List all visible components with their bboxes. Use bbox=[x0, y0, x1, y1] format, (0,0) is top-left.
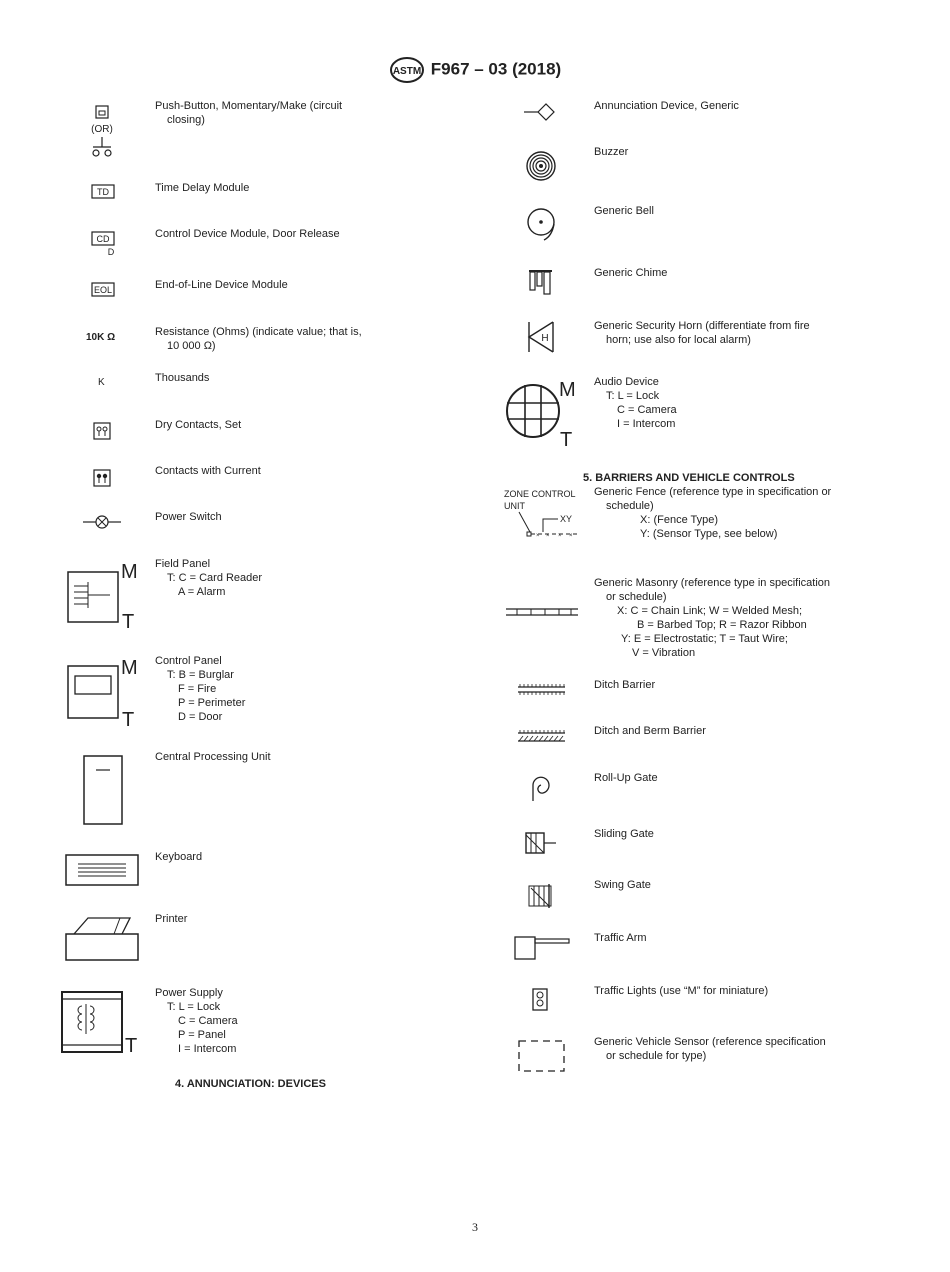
xy-label: XY bbox=[560, 514, 573, 524]
vehicle-sensor-desc: Generic Vehicle Sensor (reference specification or schedule for type) bbox=[594, 1036, 826, 1062]
ditch-berm-desc: Ditch and Berm Barrier bbox=[594, 725, 706, 737]
sliding-gate-symbol-icon bbox=[524, 831, 558, 855]
traffic-lights-desc: Traffic Lights (use “M” for miniature) bbox=[594, 985, 769, 997]
document-title: F967 – 03 (2018) bbox=[430, 59, 562, 79]
ditch-barrier-desc: Ditch Barrier bbox=[594, 679, 656, 691]
time-delay-symbol-icon bbox=[91, 184, 117, 200]
resistance-desc: Resistance (Ohms) (indicate value; that is, 10 000 Ω) bbox=[155, 326, 362, 352]
svg-text:×: × bbox=[569, 533, 573, 539]
horn-desc: Generic Security Horn (differentiate from fire horn; use also for local alarm) bbox=[594, 320, 810, 346]
printer-symbol-icon bbox=[64, 912, 142, 964]
audio-device-symbol-icon bbox=[503, 376, 583, 450]
masonry-symbol-icon bbox=[505, 606, 581, 618]
buzzer-symbol-icon bbox=[525, 150, 559, 184]
power-supply-desc: Power Supply T: L = Lock C = Camera P = Panel I = Intercom bbox=[155, 987, 238, 1055]
section-5-heading: 5. BARRIERS AND VEHICLE CONTROLS bbox=[583, 472, 795, 484]
t-label: T bbox=[122, 611, 135, 633]
fence-symbol-icon bbox=[503, 488, 583, 544]
resistance-label: 10K Ω bbox=[86, 332, 116, 343]
or-label: (OR) bbox=[91, 124, 113, 135]
thousands-label: K bbox=[98, 377, 105, 388]
svg-text:×: × bbox=[558, 533, 562, 539]
m-label: M bbox=[559, 379, 576, 401]
cpu-desc: Central Processing Unit bbox=[155, 751, 271, 763]
t-label: T bbox=[560, 429, 573, 451]
ditch-barrier-symbol-icon bbox=[517, 683, 567, 697]
dry-contacts-desc: Dry Contacts, Set bbox=[155, 419, 242, 431]
bell-desc: Generic Bell bbox=[594, 205, 654, 217]
swing-gate-symbol-icon bbox=[527, 882, 555, 910]
annunciation-desc: Annunciation Device, Generic bbox=[594, 100, 739, 112]
traffic-arm-desc: Traffic Arm bbox=[594, 932, 647, 944]
push-button-symbol-icon bbox=[88, 104, 118, 158]
contacts-current-desc: Contacts with Current bbox=[155, 465, 261, 477]
zone-control-label: ZONE CONTROL bbox=[504, 489, 576, 499]
m-label: M bbox=[121, 561, 138, 583]
m-label: M bbox=[121, 657, 138, 679]
section-4-heading: 4. ANNUNCIATION: DEVICES bbox=[175, 1078, 326, 1090]
h-label: H bbox=[541, 333, 549, 344]
traffic-lights-symbol-icon bbox=[531, 987, 551, 1013]
cd-label: CD bbox=[96, 234, 110, 244]
audio-device-desc: Audio Device T: L = Lock C = Camera I = Intercom bbox=[594, 376, 677, 430]
chime-symbol-icon bbox=[527, 268, 555, 296]
field-panel-desc: Field Panel T: C = Card Reader A = Alarm bbox=[155, 558, 263, 598]
eol-label: EOL bbox=[93, 285, 113, 295]
eol-symbol-icon bbox=[91, 282, 117, 298]
astm-logo-icon bbox=[389, 56, 425, 84]
svg-text:×: × bbox=[546, 533, 550, 539]
keyboard-symbol-icon bbox=[64, 853, 142, 889]
power-switch-symbol-icon bbox=[83, 513, 123, 531]
fence-desc: Generic Fence (reference type in specification or schedule) X: (Fence Type) Y: (Sensor Type, see below) bbox=[594, 486, 832, 540]
control-device-desc: Control Device Module, Door Release bbox=[155, 228, 340, 240]
dry-contacts-symbol-icon bbox=[93, 422, 113, 442]
t-label: T bbox=[125, 1035, 138, 1057]
contacts-current-symbol-icon bbox=[93, 469, 113, 489]
field-panel-symbol-icon bbox=[66, 560, 146, 632]
printer-desc: Printer bbox=[155, 913, 188, 925]
ditch-berm-symbol-icon bbox=[517, 729, 567, 743]
traffic-arm-symbol-icon bbox=[513, 933, 571, 961]
control-panel-symbol-icon bbox=[66, 656, 146, 732]
roll-up-gate-desc: Roll-Up Gate bbox=[594, 772, 658, 784]
page-number: 3 bbox=[472, 1220, 478, 1234]
unit-label: UNIT bbox=[504, 501, 525, 511]
cd-sub-label: D bbox=[107, 247, 115, 257]
control-panel-desc: Control Panel T: B = Burglar F = Fire P = Perimeter D = Door bbox=[155, 655, 246, 723]
bell-symbol-icon bbox=[526, 206, 558, 244]
eol-desc: End-of-Line Device Module bbox=[155, 279, 288, 291]
thousands-desc: Thousands bbox=[155, 372, 210, 384]
buzzer-desc: Buzzer bbox=[594, 146, 629, 158]
horn-symbol-icon bbox=[527, 320, 557, 354]
keyboard-desc: Keyboard bbox=[155, 851, 203, 863]
sliding-gate-desc: Sliding Gate bbox=[594, 828, 654, 840]
vehicle-sensor-symbol-icon bbox=[517, 1039, 567, 1075]
cpu-symbol-icon bbox=[82, 754, 126, 828]
chime-desc: Generic Chime bbox=[594, 267, 668, 279]
swing-gate-desc: Swing Gate bbox=[594, 879, 651, 891]
logo-text: ASTM bbox=[392, 66, 421, 77]
power-switch-desc: Power Switch bbox=[155, 511, 222, 523]
page-header bbox=[0, 56, 950, 84]
svg-text:×: × bbox=[536, 533, 540, 539]
thousands-symbol-icon bbox=[96, 373, 110, 389]
time-delay-desc: Time Delay Module bbox=[155, 182, 250, 194]
masonry-desc: Generic Masonry (reference type in specification or schedule) X: C = Chain Link; W = Welded Mesh; B = Barbed Top; R = Razor Ribbon Y: E = Electrostatic; T = Taut Wire; V = Vibration bbox=[594, 577, 830, 659]
control-device-symbol-icon bbox=[91, 231, 119, 257]
annunciation-symbol-icon bbox=[524, 102, 558, 122]
roll-up-gate-symbol-icon bbox=[529, 773, 553, 803]
td-label: TD bbox=[97, 187, 109, 197]
t-label: T bbox=[122, 709, 135, 731]
power-supply-symbol-icon bbox=[60, 988, 146, 1058]
push-button-desc: Push-Button, Momentary/Make (circuit closing) bbox=[155, 100, 343, 126]
resistance-symbol-icon bbox=[84, 328, 124, 344]
